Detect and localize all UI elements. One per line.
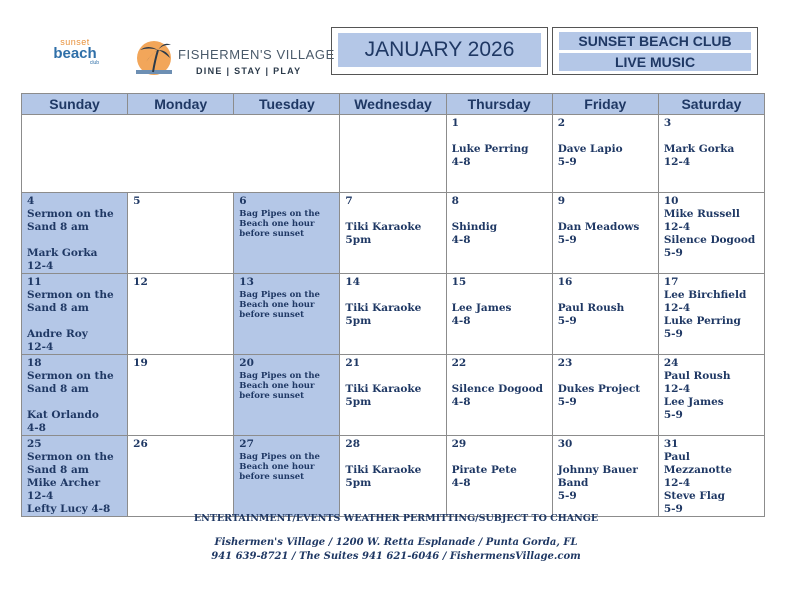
- day-number: 7: [345, 195, 353, 207]
- day-cell: [22, 274, 128, 355]
- palm-tree-icon: [134, 36, 174, 80]
- day-cell: [128, 193, 234, 274]
- day-number: 21: [345, 357, 361, 369]
- fv-tagline: DINE | STAY | PLAY: [196, 66, 302, 76]
- event-time: 4-8: [451, 396, 471, 408]
- event-time: 5pm: [345, 234, 372, 246]
- event-performer: Kat Orlando: [27, 409, 99, 421]
- event-performer: Mark Gorka: [27, 247, 98, 259]
- event-sermon: Sermon on the Sand 8 am: [27, 370, 114, 395]
- fishermens-village-logo: [132, 36, 335, 84]
- event-sermon: Sermon on the Sand 8 am: [27, 451, 114, 476]
- event-time: 4-8: [27, 422, 46, 434]
- sunset-beach-club-logo: sunset beach club: [53, 37, 99, 66]
- event-performer: Mike Russell: [663, 208, 740, 220]
- day-number: 2: [557, 117, 566, 129]
- event-performer: Tiki Karaoke: [345, 221, 422, 233]
- event-bagpipes: Bag Pipes on the Beach one hour before sunset: [239, 209, 320, 239]
- event-performer: Luke Perring: [663, 315, 741, 327]
- empty-cell: [22, 115, 340, 193]
- day-number: 16: [557, 276, 573, 288]
- day-number: 25: [27, 438, 42, 450]
- event-performer: Paul Roush: [557, 302, 625, 314]
- day-number: 5: [133, 195, 141, 207]
- event-performer: Silence Dogood: [663, 234, 756, 246]
- calendar-grid: [21, 93, 765, 517]
- event-bagpipes: Bag Pipes on the Beach one hour before sunset: [239, 452, 320, 482]
- day-cell: [552, 436, 658, 517]
- day-number: 15: [451, 276, 467, 288]
- event-performer: Johnny Bauer Band: [557, 464, 638, 489]
- event-performer: Tiki Karaoke: [345, 464, 422, 476]
- fv-name: FISHERMEN'S VILLAGE: [178, 47, 335, 62]
- week-row: [22, 193, 765, 274]
- day-number: 12: [133, 276, 148, 288]
- day-number: 31: [663, 438, 679, 450]
- weekday-header-row: [22, 94, 765, 115]
- weekday-sunday: Sunday: [22, 94, 128, 115]
- event-performer: Steve Flag: [663, 490, 725, 502]
- day-cell: [22, 436, 128, 517]
- event-sermon: Sermon on the Sand 8 am: [27, 289, 114, 314]
- day-cell: [658, 274, 764, 355]
- event-performer: Luke Perring: [451, 143, 529, 155]
- day-cell: [128, 436, 234, 517]
- weekday-saturday: Saturday: [658, 94, 764, 115]
- event-time: 5pm: [345, 315, 372, 327]
- event-time: 5-9: [557, 156, 577, 168]
- week-row: [22, 274, 765, 355]
- day-cell: [128, 274, 234, 355]
- event-time: 5-9: [663, 247, 683, 259]
- day-number: 10: [663, 195, 679, 207]
- event-time: 12-4: [27, 490, 54, 502]
- event-performer: Lee James: [451, 302, 512, 314]
- club-subtitle: LIVE MUSIC: [559, 53, 751, 71]
- day-number: 17: [663, 276, 679, 288]
- contact-line: 941 639-8721 / The Suites 941 621-6046 / FishermensVillage.com: [211, 551, 581, 562]
- event-performer: Shindig: [451, 221, 498, 233]
- day-cell: [552, 193, 658, 274]
- day-number: 1: [451, 117, 459, 129]
- day-number: 13: [239, 276, 254, 288]
- month-title-box: [331, 27, 548, 75]
- event-time: 5-9: [663, 503, 683, 515]
- event-performer: Paul Mezzanotte: [663, 451, 732, 476]
- day-cell: [234, 355, 340, 436]
- day-number: 8: [451, 195, 459, 207]
- day-cell: [234, 436, 340, 517]
- day-cell: [658, 436, 764, 517]
- week-row: [22, 355, 765, 436]
- event-time: 5-9: [557, 490, 577, 502]
- day-cell: [446, 274, 552, 355]
- empty-cell: [340, 115, 446, 193]
- day-cell: [446, 115, 552, 193]
- event-sermon: Sermon on the Sand 8 am: [27, 208, 114, 233]
- event-performer: Lefty Lucy 4-8: [27, 503, 111, 515]
- event-time: 5pm: [345, 477, 372, 489]
- day-number: 11: [27, 276, 42, 288]
- event-time: 4-8: [451, 156, 471, 168]
- event-time: 12-4: [27, 341, 54, 353]
- event-time: 12-4: [663, 221, 691, 233]
- event-performer: Lee James: [663, 396, 724, 408]
- event-bagpipes: Bag Pipes on the Beach one hour before sunset: [239, 371, 320, 401]
- day-cell: [340, 436, 446, 517]
- event-time: 4-8: [451, 477, 471, 489]
- event-time: 12-4: [663, 477, 691, 489]
- day-cell: [552, 355, 658, 436]
- event-time: 4-8: [451, 234, 471, 246]
- month-title: JANUARY 2026: [338, 33, 541, 67]
- event-time: 5pm: [345, 396, 372, 408]
- event-performer: Lee Birchfield: [663, 289, 747, 301]
- weekday-thursday: Thursday: [446, 94, 552, 115]
- event-time: 5-9: [557, 234, 577, 246]
- day-number: 4: [27, 195, 35, 207]
- day-number: 24: [663, 357, 679, 369]
- weekday-wednesday: Wednesday: [340, 94, 446, 115]
- weekday-monday: Monday: [128, 94, 234, 115]
- day-cell: [340, 193, 446, 274]
- weekday-friday: Friday: [552, 94, 658, 115]
- club-name: SUNSET BEACH CLUB: [559, 32, 751, 50]
- day-cell: [658, 193, 764, 274]
- event-time: 4-8: [451, 315, 471, 327]
- week-row: [22, 436, 765, 517]
- event-performer: Tiki Karaoke: [345, 383, 422, 395]
- day-cell: [658, 355, 764, 436]
- event-performer: Pirate Pete: [451, 464, 517, 476]
- day-number: 18: [27, 357, 42, 369]
- event-performer: Tiki Karaoke: [345, 302, 422, 314]
- day-number: 30: [557, 438, 573, 450]
- day-cell: [340, 274, 446, 355]
- address-line: Fishermen's Village / 1200 W. Retta Esplanade / Punta Gorda, FL: [214, 537, 578, 548]
- day-number: 27: [239, 438, 254, 450]
- day-cell: [234, 274, 340, 355]
- day-number: 20: [239, 357, 254, 369]
- week-row: [22, 115, 765, 193]
- day-cell: [234, 193, 340, 274]
- day-cell: [446, 193, 552, 274]
- day-cell: [446, 355, 552, 436]
- day-cell: [22, 355, 128, 436]
- event-time: 5-9: [663, 409, 683, 421]
- day-number: 14: [345, 276, 361, 288]
- event-performer: Dukes Project: [557, 383, 641, 395]
- day-cell: [658, 115, 764, 193]
- day-cell: [446, 436, 552, 517]
- day-number: 9: [557, 195, 566, 207]
- event-time: 5-9: [557, 396, 577, 408]
- event-bagpipes: Bag Pipes on the Beach one hour before sunset: [239, 290, 320, 320]
- day-number: 6: [239, 195, 247, 207]
- day-number: 23: [557, 357, 573, 369]
- day-number: 28: [345, 438, 361, 450]
- day-number: 3: [663, 117, 672, 129]
- day-cell: [552, 115, 658, 193]
- event-performer: Andre Roy: [27, 328, 88, 340]
- day-number: 29: [451, 438, 467, 450]
- event-time: 12-4: [663, 156, 691, 168]
- event-time: 5-9: [557, 315, 577, 327]
- day-cell: [340, 355, 446, 436]
- event-performer: Paul Roush: [663, 370, 731, 382]
- day-number: 26: [133, 438, 148, 450]
- day-number: 22: [451, 357, 467, 369]
- event-time: 12-4: [663, 302, 691, 314]
- event-performer: Mark Gorka: [663, 143, 735, 155]
- event-time: 12-4: [663, 383, 691, 395]
- club-title-box: [552, 27, 758, 75]
- event-performer: Dave Lapio: [557, 143, 623, 155]
- event-time: 12-4: [27, 260, 54, 272]
- day-cell: [128, 355, 234, 436]
- event-performer: Dan Meadows: [557, 221, 640, 233]
- day-cell: [22, 193, 128, 274]
- disclaimer-notice: ENTERTAINMENT/EVENTS WEATHER PERMITTING/SUBJECT TO CHANGE: [193, 513, 599, 524]
- day-number: 19: [133, 357, 148, 369]
- event-performer: Silence Dogood: [451, 383, 543, 395]
- event-time: 5-9: [663, 328, 683, 340]
- event-performer: Mike Archer: [27, 477, 101, 489]
- weekday-tuesday: Tuesday: [234, 94, 340, 115]
- day-cell: [552, 274, 658, 355]
